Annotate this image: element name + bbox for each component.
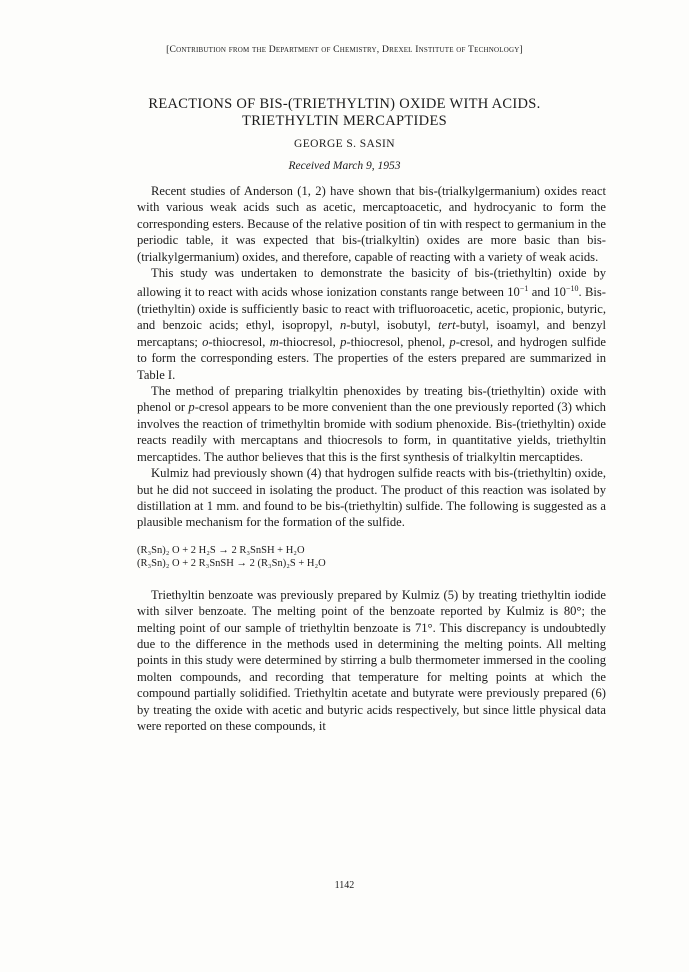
title-line-1: REACTIONS OF BIS-(TRIETHYLTIN) OXIDE WITH ACIDS. <box>148 96 541 112</box>
equation-2: (R₃Sn)₂ O + 2 R₃SnSH → 2 (R₃Sn)₂S + H₂O <box>137 558 326 570</box>
paragraph-4: Kulmiz had previously shown (4) that hydrogen sulfide reacts with bis-(triethyltin) oxide, but he did not succeed in isolating the product. The product of this reaction was isolated by distillation at 1 mm. and found to be bis-(triethyltin) sulfide. The following is suggested as a plausible mechanism for the formation of the sulfide. <box>137 466 606 530</box>
paragraph-3: The method of preparing trialkyltin phenoxides by treating bis-(triethyltin) oxide with phenol or p-cresol appears to be more convenient than the one previously reported (3) which involves the reaction of trimethyltin bromide with sodium phenoxide. Bis-(triethyltin) oxide reacts readily with mercaptans and thiocresols to form, in quantitative yields, triethyltin mercaptides. The author believes that this is the first synthesis of trialkyltin mercaptides. <box>137 384 606 464</box>
paragraph-2: This study was undertaken to demonstrate the basicity of bis-(triethyltin) oxide by allowing it to react with acids whose ionization constants range between $10^{-1}$ and $10^{-10}$. Bis-(triethyltin) oxide is sufficiently basic to react with trifluoroacetic, acetic, propionic, butyric, and benzoic acids; ethyl, isopropyl, n-butyl, isobutyl, tert-butyl, isoamyl, and benzyl mercaptans; o-thiocresol, m-thiocresol, p-thiocresol, phenol, p-cresol, and hydrogen sulfide to form the corresponding esters. The properties of the esters prepared are summarized in Table I. <box>137 266 607 382</box>
page-number: 1142 <box>334 880 355 891</box>
received-date: Received March 9, 1953 <box>288 160 401 172</box>
contribution-header: [Contribution from the Department of Chemistry, Drexel Institute of Technology] <box>166 44 523 55</box>
article-title <box>0 96 689 130</box>
paragraph-5: Triethyltin benzoate was previously prepared by Kulmiz (5) by treating triethyltin iodide with silver benzoate. The melting point of the benzoate reported by Kulmiz is 80°; the melting point of our sample of triethyltin benzoate is 71°. This discrepancy is undoubtedly due to the difference in the methods used in determining the melting points. All melting points in this study were determined by stirring a bulb thermometer immersed in the cooling molten compounds, and recording that temperature for melting points at which the compound partially solidified. Triethyltin acetate and butyrate were previously prepared (6) by treating the oxide with acetic and butyric acids respectively, but since little physical data were reported on these compounds, it <box>137 587 606 733</box>
paragraph-1: Recent studies of Anderson (1, 2) have shown that bis-(trialkylgermanium) oxides react with various weak acids such as acetic, mercaptoacetic, and hydrocyanic to form the corresponding esters. Because of the relative position of tin with respect to germanium in the periodic table, it was expected that bis-(trialkyltin) oxides are more basic than bis-(trialkylgermanium) oxides, and therefore, capable of reacting with a variety of weak acids. <box>137 184 606 264</box>
title-line-2: TRIETHYLTIN MERCAPTIDES <box>242 113 447 129</box>
article-body <box>137 183 606 734</box>
equation-1: (R₃Sn)₂ O + 2 H₂S → 2 R₃SnSH + H₂O <box>137 544 305 556</box>
reaction-equations <box>137 544 606 571</box>
author-name: GEORGE S. SASIN <box>294 138 395 150</box>
